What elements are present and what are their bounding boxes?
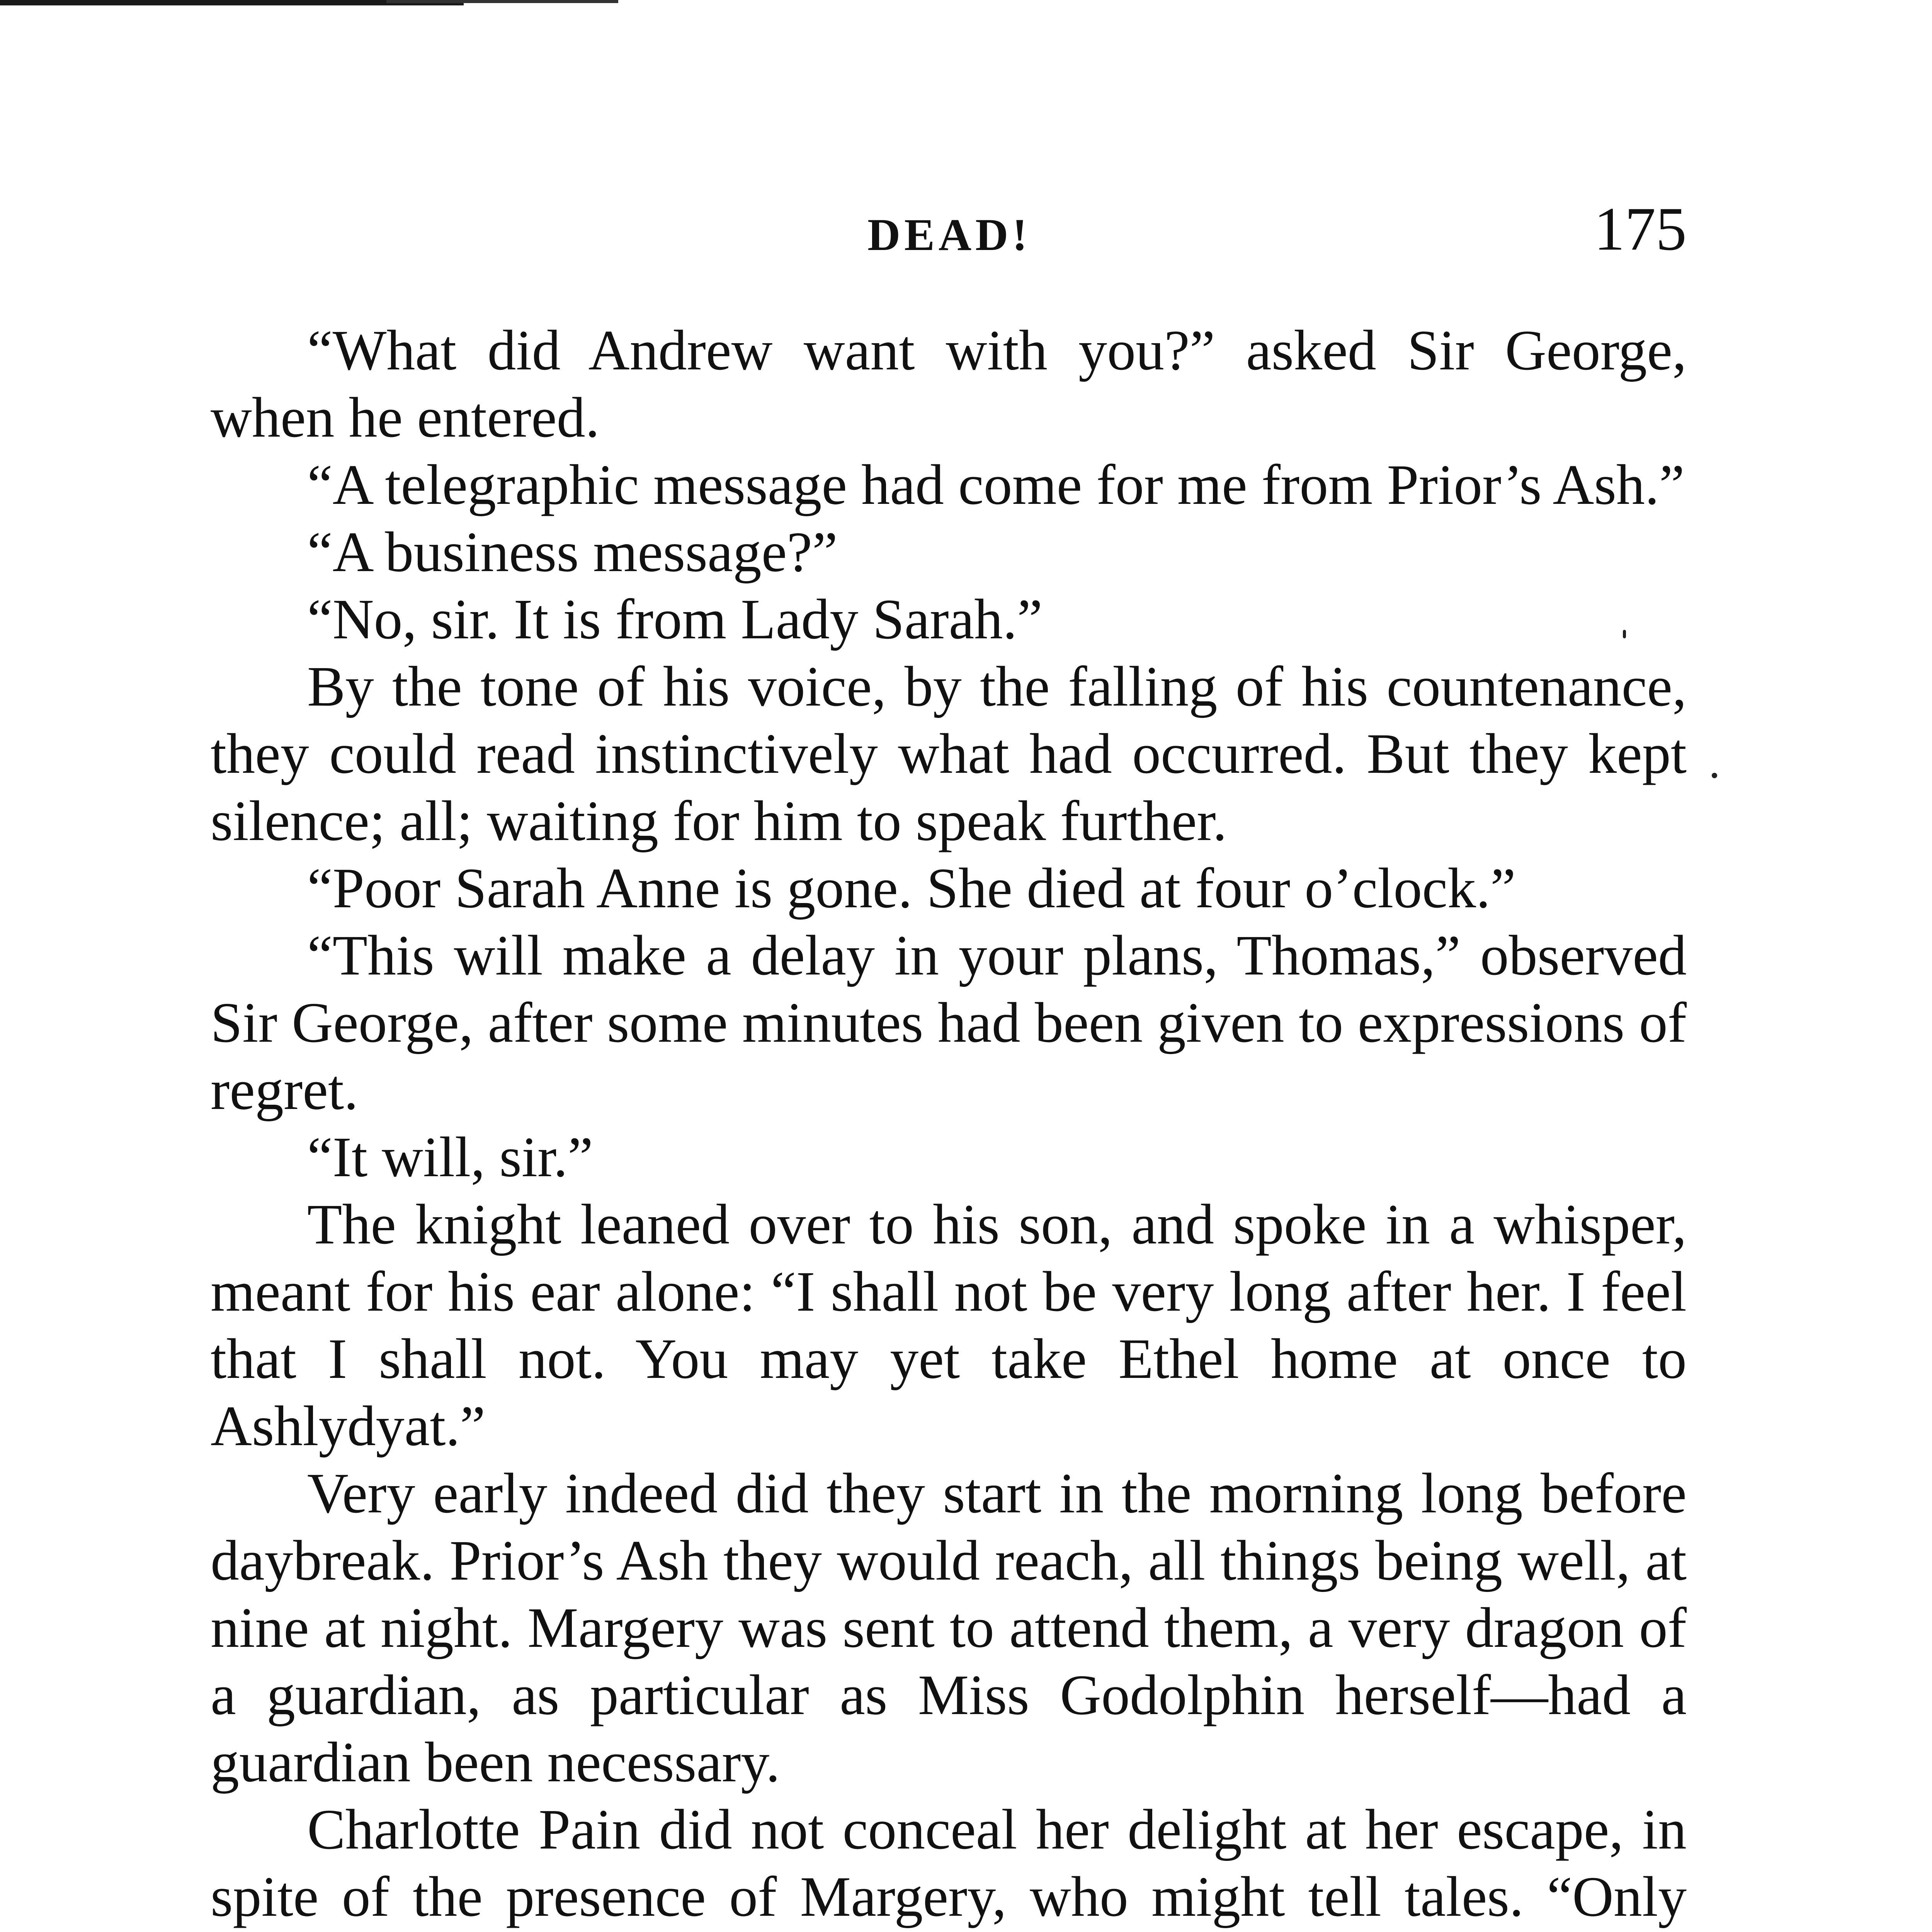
paragraph-1: “What did Andrew want with you?” asked Sir George, when he entered. — [211, 319, 1687, 449]
body-text — [211, 317, 1687, 1932]
paragraph-7: “This will make a delay in your plans, Thomas,” observed Sir George, after some minutes had been given to expressions of regret. — [211, 924, 1687, 1122]
paragraph-4: “No, sir. It is from Lady Sarah.” — [307, 588, 1043, 651]
paragraph-11: Charlotte Pain did not conceal her delight at her escape, in spite of the presence of Margery, who might tell tales. “Only — [211, 1798, 1687, 1929]
ink-speck — [1623, 630, 1626, 638]
top-edge-rule-secondary — [386, 0, 618, 3]
paragraph-8: “It will, sir.” — [307, 1126, 593, 1189]
page-number: 175 — [1594, 194, 1687, 263]
paragraph-5: By the tone of his voice, by the falling of his countenance, they could read instinctively what had occurred. But they kept silence; all; waiting for him to speak further. — [211, 655, 1687, 853]
paragraph-9: The knight leaned over to his son, and spoke in a whisper, meant for his ear alone: “I shall not be very long after her. I feel that I shall not. You may yet take Ethel home at once to Ashlydyat.” — [211, 1193, 1687, 1458]
paragraph-2: “A telegraphic message had come for me from Prior’s Ash.” — [307, 453, 1685, 517]
page-header — [211, 193, 1687, 270]
paragraph-3: “A business message?” — [307, 520, 838, 584]
paragraph-10: Very early indeed did they start in the morning long before daybreak. Prior’s Ash they would reach, all things being well, at nine at night. Margery was sent to attend them, a very dragon of a guardian, as particular as Miss Godolphin herself—had a guardian been necessary. — [211, 1462, 1687, 1794]
running-head: DEAD! — [867, 209, 1031, 260]
ink-speck — [1712, 773, 1717, 778]
paragraph-6: “Poor Sarah Anne is gone. She died at four o’clock.” — [307, 857, 1516, 920]
